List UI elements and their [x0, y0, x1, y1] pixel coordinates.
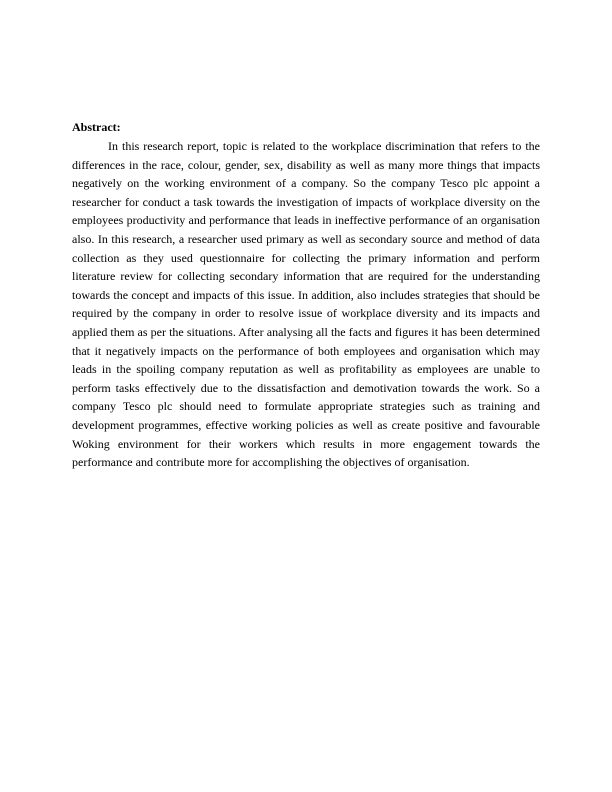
abstract-paragraph: In this research report, topic is related to the workplace discrimination that refers to the differences in the race, colour, gender, sex, disability as well as many more things that impacts negatively on the working environment of a company. So the company Tesco plc appoint a researcher for conduct a task towards the investigation of impacts of workplace diversity on the employees productivity and performance that leads in ineffective performance of an organisation also. In this research, a researcher used primary as well as secondary source and method of data collection as they used questionnaire for collecting the primary information and perform literature review for collecting secondary information that are required for the understanding towards the concept and impacts of this issue. In addition, also includes strategies that should be required by the company in order to resolve issue of workplace diversity and its impacts and applied them as per the situations. After analysing all the facts and figures it has been determined that it negatively impacts on the performance of both employees and organisation which may leads in the spoiling company reputation as well as profitability as employees are unable to perform tasks effectively due to the dissatisfaction and demotivation towards the work. So a company Tesco plc should need to formulate appropriate strategies such as training and development programmes, effective working policies as well as create positive and favourable Woking environment for their workers which results in more engagement towards the performance and contribute more for accomplishing the objectives of organisation. — [72, 139, 540, 470]
abstract-section — [72, 120, 540, 472]
abstract-heading: Abstract: — [72, 120, 121, 134]
